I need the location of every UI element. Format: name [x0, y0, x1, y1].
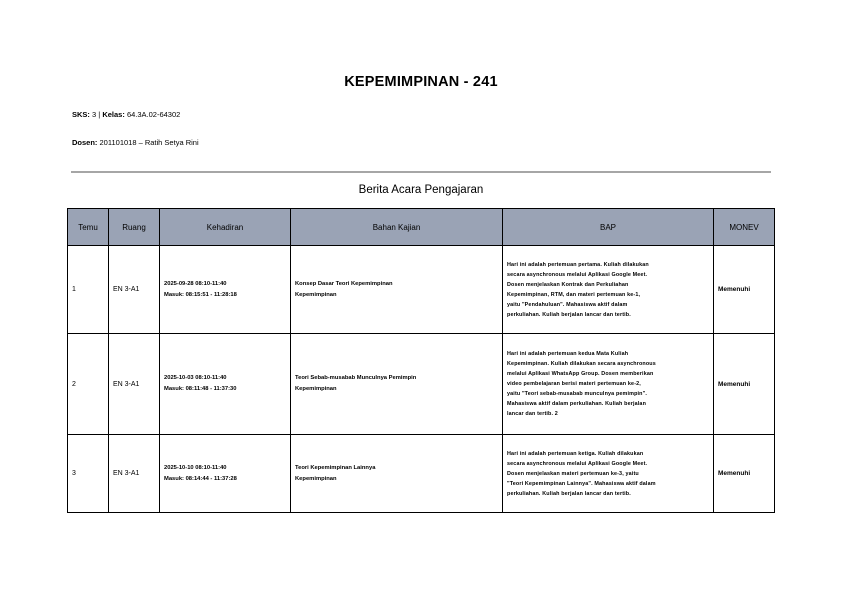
bap-line: Kepemimpinan, RTM, dan materi pertemuan ke-1, — [507, 291, 641, 298]
course-info — [72, 110, 180, 119]
cell-monev: Memenuhi — [714, 435, 775, 513]
cell-ruang: EN 3-A1 — [109, 246, 160, 334]
table-row — [68, 334, 775, 435]
lecturer-info — [72, 138, 199, 147]
header-bap: BAP — [503, 209, 714, 246]
cell-bahan-kajian — [291, 246, 503, 334]
kehadiran-jadwal: 2025-10-10 08:10-11:40 — [164, 464, 227, 471]
header-monev: MONEV — [714, 209, 775, 246]
bap-line: Mahasiswa aktif dalam perkuliahan. Kuliah berjalan — [507, 401, 647, 407]
kehadiran-masuk: Masuk: 08:11:48 - 11:37:30 — [164, 386, 237, 392]
cell-temu: 2 — [68, 334, 109, 435]
table-row — [68, 246, 775, 334]
bahan-line: Kepemimpinan — [295, 291, 337, 298]
bap-line: Hari ini adalah pertemuan kedua Mata Kuliah — [507, 351, 629, 357]
bahan-line: Teori Sebab-musabab Munculnya Pemimpin — [295, 375, 417, 381]
kehadiran-masuk: Masuk: 08:15:51 - 11:28:18 — [164, 291, 237, 298]
cell-bap — [503, 334, 714, 435]
cell-temu: 3 — [68, 435, 109, 513]
kehadiran-masuk: Masuk: 08:14:44 - 11:37:28 — [164, 475, 237, 482]
table-header-row — [68, 209, 775, 246]
bap-line: Kepemimpinan. Kuliah dilakukan secara asynchronous — [507, 361, 656, 367]
cell-bahan-kajian — [291, 334, 503, 435]
bahan-line: Kepemimpinan — [295, 475, 337, 482]
cell-bap — [503, 435, 714, 513]
header-ruang: Ruang — [109, 209, 160, 246]
bap-line: Hari ini adalah pertemuan pertama. Kuliah dilakukan — [507, 261, 649, 268]
bap-line: perkuliahan. Kuliah berjalan lancar dan tertib. — [507, 490, 631, 497]
kelas-label: Kelas: — [102, 110, 125, 119]
bap-line: Dosen menjelaskan Kontrak dan Perkuliahan — [507, 281, 629, 288]
teaching-report-table — [67, 208, 775, 513]
bahan-line: Konsep Dasar Teori Kepemimpinan — [295, 280, 393, 287]
cell-ruang: EN 3-A1 — [109, 334, 160, 435]
dosen-value: 201101018 – Ratih Setya Rini — [99, 138, 199, 147]
bap-line: secara asynchronous melalui Aplikasi Google Meet. — [507, 271, 648, 278]
bap-line: Dosen menjelaskan materi pertemuan ke-3, yaitu — [507, 470, 639, 477]
cell-ruang: EN 3-A1 — [109, 435, 160, 513]
cell-kehadiran — [160, 435, 291, 513]
section-title: Berita Acara Pengajaran — [358, 184, 484, 196]
dosen-label: Dosen: — [72, 138, 98, 147]
kehadiran-jadwal: 2025-09-28 08:10-11:40 — [164, 280, 227, 287]
sks-value: 3 — [92, 110, 97, 119]
bap-line: Hari ini adalah pertemuan ketiga. Kuliah dilakukan — [507, 450, 644, 457]
header-bahan-kajian: Bahan Kajian — [291, 209, 503, 246]
bap-line: secara asynchronous melalui Aplikasi Google Meet. — [507, 460, 648, 467]
bap-line: melalui Aplikasi WhatsApp Group. Dosen memberikan — [507, 371, 654, 377]
sks-label: SKS: — [72, 110, 90, 119]
divider — [71, 171, 771, 173]
cell-bahan-kajian — [291, 435, 503, 513]
cell-bap — [503, 246, 714, 334]
bahan-line: Teori Kepemimpinan Lainnya — [295, 464, 376, 471]
bap-line: yaitu "Teori sebab-musabab munculnya pemimpin". — [507, 391, 647, 397]
kehadiran-jadwal: 2025-10-03 08:10-11:40 — [164, 375, 227, 381]
header-kehadiran: Kehadiran — [160, 209, 291, 246]
cell-temu: 1 — [68, 246, 109, 334]
bap-line: video pembelajaran berisi materi pertemuan ke-2, — [507, 381, 641, 387]
cell-kehadiran — [160, 334, 291, 435]
table-row — [68, 435, 775, 513]
info-separator: | — [98, 110, 101, 119]
bap-line: lancar dan tertib. 2 — [507, 411, 558, 417]
bap-line: "Teori Kepemimpinan Lainnya". Mahasiswa aktif dalam — [507, 480, 656, 487]
cell-monev: Memenuhi — [714, 334, 775, 435]
header-temu: Temu — [68, 209, 109, 246]
bap-line: yaitu "Pendahuluan". Mahasiswa aktif dalam — [507, 301, 628, 308]
cell-kehadiran — [160, 246, 291, 334]
cell-monev: Memenuhi — [714, 246, 775, 334]
bap-line: perkuliahan. Kuliah berjalan lancar dan tertib. — [507, 311, 631, 318]
bahan-line: Kepemimpinan — [295, 386, 337, 392]
document-title: KEPEMIMPINAN - 241 — [344, 74, 498, 90]
kelas-value: 64.3A.02-64302 — [126, 110, 181, 119]
